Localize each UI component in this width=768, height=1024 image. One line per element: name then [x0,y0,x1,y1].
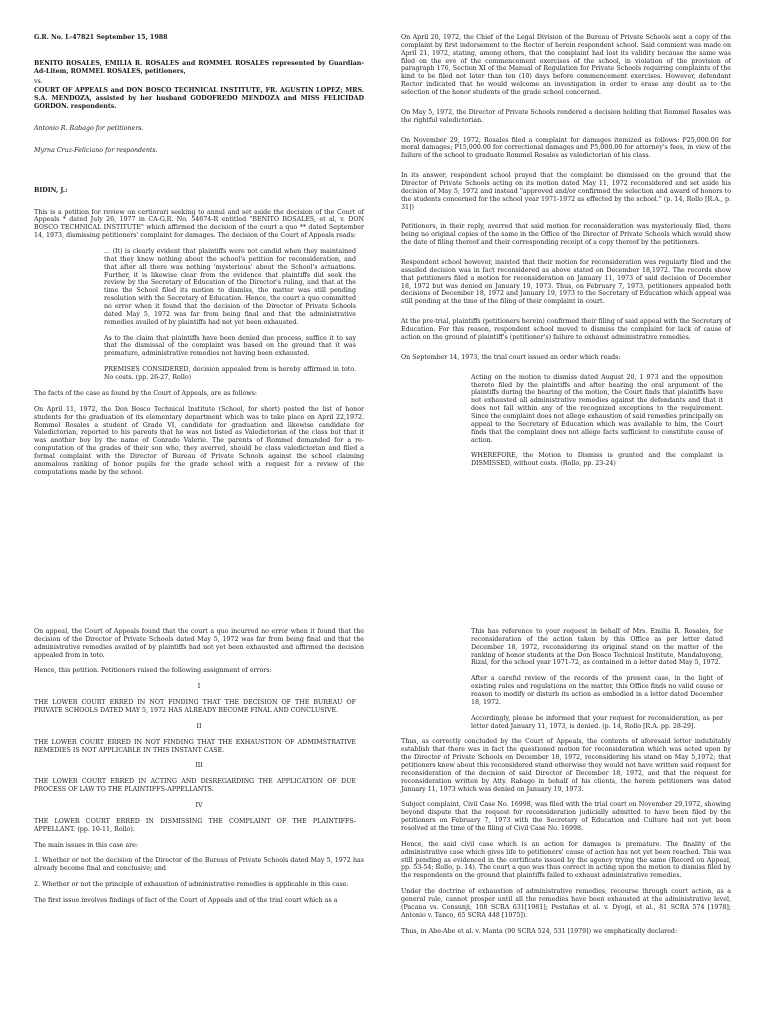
error-item: THE LOWER COURT ERRED IN NOT FINDING THAT THE EXHAUSTION OF ADMIMSTRATIVE REMEDIES IS NOT APPLICABLE IN THIS INSTANT CASE. [34,738,356,754]
letter-quote-1: This has reference to your request in behalf of Mrs. Emilia R. Rosales, for reconsideration of the action taken by this Office as per letter dated December 18, 1972, reconsidering its original stand on the matter of the ranking of honor students at the Don Bosco Technical Institute, Mandaluyong, Rizal, for the school year 1971-72, as contained in a letter dated May 5, 1972. [471,628,723,667]
error-item: THE LOWER COURT ERRED IN ACTING AND DISREGARDING THE APPLICATION OF DUE PROCESS OF LAW TO THE PLAINTIFFS-APPELLANTS. [34,778,356,794]
paragraph: Under the doctrine of exhaustion of administrative remedies, recourse through court action, as a general rule, cannot prosper until all the remedies have been exhausted at the administrative level, (Pacana vs. Consunji, 108 SCRA 631[1981]; Pestañas et al. v. Dyogi, et al., 81 SCRA 574 [1978]; Antonio v. Tanco, 65 SCRA 448 [1975]). [401,888,731,919]
error-item: THE LOWER COURT ERRED IN NOT FINDING THAT THE DECISION OF THE BUREAU OF PRIVATE SCHOOLS DATED MAY 5, 1972 HAS ALREADY BECOME FINAL AND CONCLUSIVE. [34,699,356,715]
ca-quote-3: PREMISES CONSIDERED, decision appealed from is hereby affirmed in toto. No costs. (pp. 26-27, Rollo) [104,366,356,382]
paragraph: On September 14, 1973, the trial court issued an order which reads: [401,353,621,361]
paragraph: On November 29, 1972, Rosales filed a complaint for damages itemized as follows: P25,000.00 for moral damages; P15,000.00 for correctional damages and P5,000.00 for attorney's fees, in view of the failure of the school to graduate Rommel Rosales as valedictorian of his class. [401,136,731,160]
paragraph: Subject complaint, Civil Case No. 16998, was filed with the trial court on November 29,1972, showing beyond dispute that the request for reconsideration judicially admitted to have been filed by the petitioners on February 7, 1973 with the Secretary of Education and Culture had not yet been resolved at the time of the filing of Civil Case No. 16998. [401,801,731,833]
ca-quote-2: As to the claim that plaintiffs have been denied due process, suffice it to say that the dismissal of the complaint was based on the ground that it was premature, administrative remedies not having been exhausted. [104,334,356,358]
error-number: I [197,683,201,691]
paragraph: Hence, this petition. Petitioners raised the following assignment of errors: [34,667,272,675]
paragraph: On May 5, 1972, the Director of Private Schools rendered a decision holding that Rommel Rosales was the rightful valedictorian. [401,108,731,124]
error-number: IV [195,802,203,810]
respondents: COURT OF APPEALS and DON BOSCO TECHNICAL INSTITUTE, FR. AGUSTIN LOPEZ; MRS. S.A. MENDOZA, assisted by her husband GODOFREDO MENDOZA and MISS FELICIDAD GORDON. respondents. [34,87,364,111]
paragraph: Hence, the said civil case which is an action for damages is premature. The finality of the administrative case which gives life to petitioners' cause of action has not yet been reached. This was still pending as evidenced in the certificate issued by the agency trying the same (Record on Appeal, pp. 53-54; Rollo, p. 14). The court a quo was thus correct in acting upon the motion to dismiss filed by the respondents on the ground that plaintiffs failed to exhaust administrative remedies. [401,840,731,880]
paragraph: Respondent school however, insisted that their motion for reconsideration was regularly filed and the assailed decision was in fact reconsidered as above stated on December 18,1972. The records show that petitioners filed a motion for reconsideration on January 11, 1973 of said decision of December 18, 1972 but was denied on January 19, 1973. Thus, on February 7, 1973, petitioners appealed both decisions of December 18, 1972 and January 19, 1973 to the Secretary of Education which appeal was still pending at the time of the filing of their complaint in court. [401,259,731,306]
versus: vs. [34,77,43,85]
paragraph: Petitioners, in their reply, averred that said motion for reconsideration was mysteriously filed, there being no original copies of the same in the Office of the Director of Private Schools which would show the date of filing thereof and their corresponding receipt of a copy thereof by the petitioners. [401,223,731,247]
error-number: II [196,722,202,730]
left-column-top [34,34,364,485]
right-column-bottom [401,628,731,944]
case-number: G.R. No. L-47821 September 15, 1988 [34,34,168,41]
paragraph: In its answer, respondent school prayed that the complaint be dismissed on the ground that the Director of Private Schools acting on its motion dated May 11, 1972 reconsidered and set aside his decision of May 5, 1972 and instead "approved and/or confirmed the selection and award of honors to the students concerned for the school year 1971-1972 as effected by the school." (p. 14, Rollo [R.A., p. 31]) [401,172,731,211]
issue-item: 2. Whether or not the principle of exhaustion of administrative remedies is applicable in this case. [34,881,349,889]
paragraph: Thus, in Abe-Abe et al. v. Manta (90 SCRA 524, 531 [1979]) we emphatically declared: [401,927,678,935]
left-column-bottom [34,628,364,913]
letter-quote-2: After a careful review of the records of the present case, in the light of existing rules and regulations on the matter, this Office finds no valid cause or reason to modify or disturb its action as embodied in a letter dated December 18, 1972. [471,675,723,706]
ca-quote-1: ... (It) is clearly evident that plaintiffs were not candid when they maintained that they knew nothing about the school's petition for reconsideration, and that after all there was nothing 'mysterious' about the School's actuations. Further, it is likewise clear from the evidence that plaintiffs did seek the review by the Secretary of Education of the Director's ruling, and that at the time the School filed its motion to dismiss, the matter was still pending resolution with the Secretary of Education. Hence, the court a quo committed no error when it found that the decision of the Director of Private Schools dated May 5, 1972 was far from being final and that the administrative remedies availed of by plaintiffs had not yet been exhausted. [104,248,356,326]
paragraph: At the pre-trial, plaintiffs (petitioners herein) confirmed their filing of said appeal with the Secretary of Education. For this reason, respondent school moved to dismiss the complaint for lack of cause of action on the ground of plaintiff's (petitioner's) failure to exhaust administrative remedies. [401,318,731,341]
paragraph: The first issue involves findings of fact of the Court of Appeals and of the trial court which as a [34,897,338,905]
letter-quote-3: Accordingly, please be informed that your request for reconsideration, as per letter dated January 11, 1973, is denied. (p. 14, Rollo [R.A. pp. 28-29]. [471,714,723,730]
error-item: THE LOWER COURT ERRED IN DISMISSING THE COMPLAINT OF THE PLAINTIFFS- APPELLANT. (pp. 10-11, Rollo). [34,817,356,833]
petitioners: BENITO ROSALES, EMILIA R. ROSALES and ROMMEL ROSALES represented by Guardian-Ad-Litem, ROMMEL ROSALES, petitioners, [34,59,364,75]
intro-paragraph: This is a petition for review on certiorari seeking to annul and set aside the decision of the Court of Appeals * dated July 26, 1977 in CA-G.R. No. 54674-R entitled "BENITO ROSALES, et al, v. DON BOSCO TECHNICAL INSTITUTE" which affirmed the decision of the court a quo ** dated September 14, 1973, dismissing petitioners' complaint for damages. The decision of the Court of Appeals reads: [34,208,364,240]
counsel-respondents: Myrna Cruz-Feliciano for respondents. [34,146,158,154]
right-column-top [401,34,731,476]
error-number: III [195,762,203,770]
issues-intro: The main issues in this case are: [34,841,139,849]
trial-court-quote-1: Acting on the motion to dismiss dated August 20, 1 973 and the opposition thereto filed by the plaintiffs and after hearing the oral argument of the plaintiffs during the hearing of the motion, the Court finds that plaintiffs have not exhausted all administrative remedies against the defendants and that it does not fall within any of the recognized exceptions to the requirement. Since the complaint does not allege exhaustion of said remedies principally on appeal to the Secretary of Education which was available to him, the Court finds that the complaint does not allege facts sufficient to constitute cause of action. [471,373,723,444]
paragraph: Thus, as correctly concluded by the Court of Appeals, the contents of aforesaid letter indubitably establish that there was in fact the questioned motion for reconsideration which was acted upon by the Director of Private Schools on December 18, 1972, reconsidering his stand on May 5,1972; that petitioners knew about this reconsidered stand otherwise they would not have written said request for reconsideration of the decision of said Director of December 18, 1972, and that the request for reconsideration written by Atty. Rabago in behalf of his clients, the herein petitioners was dated January 11, 1973 which was denied on January 19, 1973. [401,738,731,793]
trial-court-quote-2: WHEREFORE, the Motion to Dismiss is granted and the complaint is DISMISSED, without costs. (Rollo, pp. 23-24) [471,452,723,468]
counsel-petitioners: Antonio R. Rabago for petitioners. [34,125,144,133]
paragraph: On appeal, the Court of Appeals found that the court a quo incurred no error when it found that the decision of the Director of Private Schools dated May 5, 1972 was far from being final and that the administrative remedies availed of by plaintiffs had not yet been exhausted and affirmed the decision appealed from in toto. [34,628,364,659]
paragraph: On April 20, 1972, the Chief of the Legal Division of the Bureau of Private Schools sent a copy of the complaint by first indorsement to the Rector of herein respondent school. Said comment was made on April 21, 1972, stating, among others, that the complaint had lost its validity because the same was filed on the eve of the commencement exercises of the school, in violation of the provision of paragraph 176, Section XI of the Manual of Regulation for Private Schools requiring complaints of the kind to be filed not later than ten (10) days before commencement exercises. However, defendant Rector indicated that he would welcome an investigation in order to erase any doubt as to the selection of the honor students of the grade school concerned. [401,34,731,97]
facts-intro: The facts of the case as found by the Court of Appeals, are as follows: [34,389,258,397]
issue-item: 1. Whether or not the decision of the Director of the Bureau of Private Schools dated May 5, 1972 has already become final and conclusive; and [34,857,364,873]
ponente: BIDIN, J.: [34,186,68,194]
facts-paragraph: On April 11, 1972, the Don Bosco Technical Institute (School, for short) posted the list of honor students for the graduation of its elementary department which was to take place on April 22,1972. Rommel Rosales a student of Grade VI, candidate for graduation and likewise candidate for Valedictorian, reported to his parents that he was not listed as Valedictorian of the class but that it was another boy by the name of Conrado Valerie. The parents of Rommel demanded for a re-computation of the grades of their son who, they averred, should be class valedictorian and filed a formal complaint with the Director of Bureau of Private Schools against the school claiming anomalous ranking of honor pupils for the grade school with a request for a review of the computations made by the school. [34,405,364,476]
